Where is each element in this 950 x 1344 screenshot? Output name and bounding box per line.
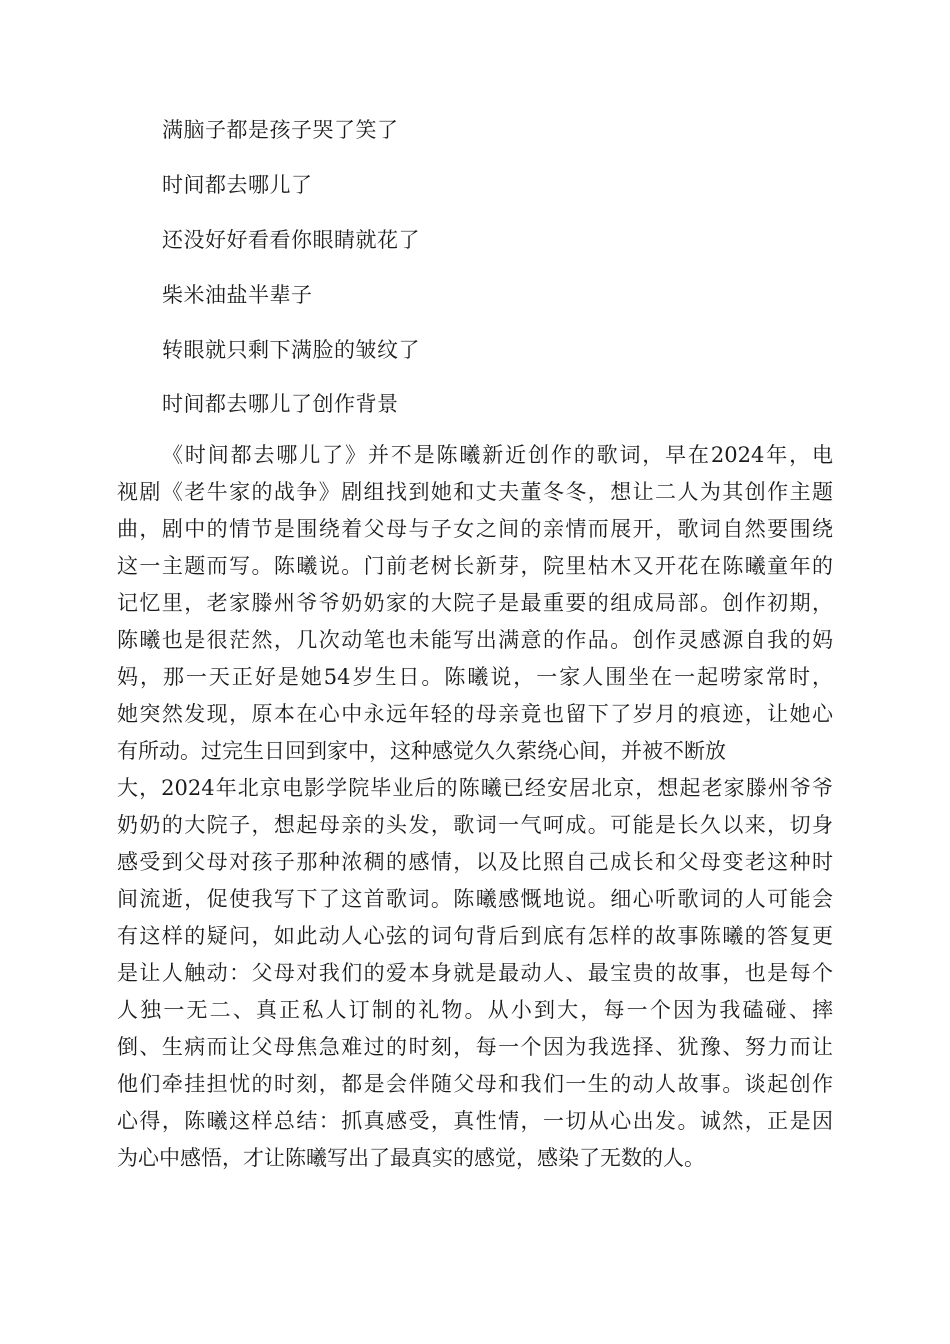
body-line: 有这样的疑问，如此动人心弦的词句背后到底有怎样的故事陈曦的答复更	[117, 924, 833, 948]
lyric-line: 时间都去哪儿了	[162, 173, 313, 197]
body-line: 人独一无二、真正私人订制的礼物。从小到大，每一个因为我磕碰、摔	[117, 998, 833, 1022]
body-line: 倒、生病而让父母焦急难过的时刻，每一个因为我选择、犹豫、努力而让	[117, 1035, 833, 1059]
body-line: 《时间都去哪儿了》并不是陈曦新近创作的歌词，早在2024年，电	[162, 443, 833, 467]
body-line: 他们牵挂担忧的时刻，都是会伴随父母和我们一生的动人故事。谈起创作	[117, 1072, 833, 1096]
body-line: 感受到父母对孩子那种浓稠的感情，以及比照自己成长和父母变老这种时	[117, 850, 833, 874]
body-line: 她突然发现，原本在心中永远年轻的母亲竟也留下了岁月的痕迹，让她心	[117, 702, 833, 726]
body-line: 陈曦也是很茫然，几次动笔也未能写出满意的作品。创作灵感源自我的妈	[117, 628, 833, 652]
lyric-line: 柴米油盐半辈子	[162, 283, 313, 307]
body-line: 视剧《老牛家的战争》剧组找到她和丈夫董冬冬，想让二人为其创作主题	[117, 480, 833, 504]
body-line: 有所动。过完生日回到家中，这种感觉久久萦绕心间，并被不断放	[117, 739, 726, 763]
body-line: 心得，陈曦这样总结：抓真感受，真性情，一切从心出发。诚然，正是因	[117, 1109, 833, 1133]
body-line: 是让人触动：父母对我们的爱本身就是最动人、最宝贵的故事，也是每个	[117, 961, 833, 985]
body-line: 间流逝，促使我写下了这首歌词。陈曦感慨地说。细心听歌词的人可能会	[117, 887, 833, 911]
body-line: 这一主题而写。陈曦说。门前老树长新芽，院里枯木又开花在陈曦童年的	[117, 554, 833, 578]
body-line: 曲，剧中的情节是围绕着父母与子女之间的亲情而展开，歌词自然要围绕	[117, 517, 833, 541]
section-heading: 时间都去哪儿了创作背景	[162, 392, 399, 416]
body-line: 奶奶的大院子，想起母亲的头发，歌词一气呵成。可能是长久以来，切身	[117, 813, 833, 837]
lyric-line: 还没好好看看你眼睛就花了	[162, 228, 420, 252]
lyric-line: 转眼就只剩下满脸的皱纹了	[162, 338, 420, 362]
body-line: 为心中感悟，才让陈曦写出了最真实的感觉，感染了无数的人。	[117, 1146, 705, 1170]
body-line: 记忆里，老家滕州爷爷奶奶家的大院子是最重要的组成局部。创作初期，	[117, 591, 833, 615]
body-line: 妈，那一天正好是她54岁生日。陈曦说，一家人围坐在一起唠家常时，	[117, 665, 833, 689]
body-line: 大，2024年北京电影学院毕业后的陈曦已经安居北京，想起老家滕州爷爷	[117, 776, 833, 800]
lyric-line: 满脑子都是孩子哭了笑了	[162, 118, 399, 142]
